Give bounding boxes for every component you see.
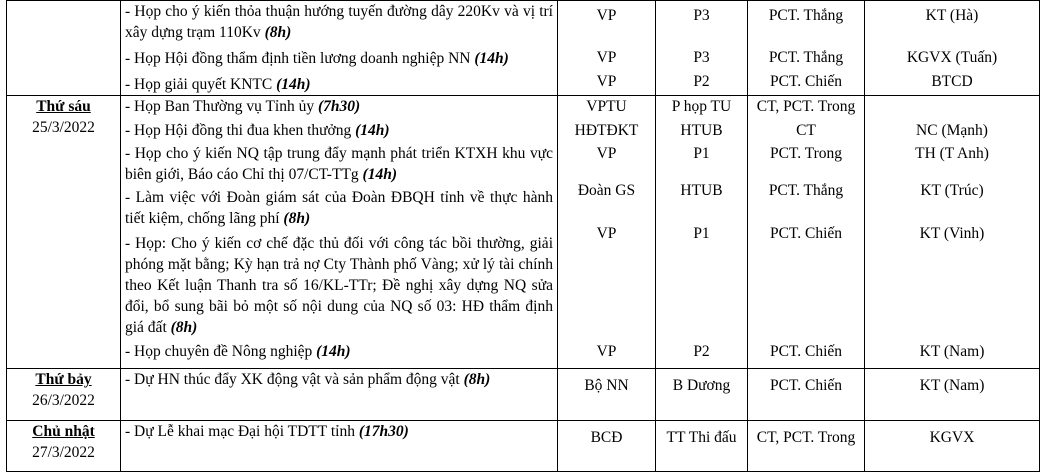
meeting-item xyxy=(125,369,553,390)
dept-value: KGVX (Tuấn) xyxy=(906,49,998,66)
meeting-time: (14h) xyxy=(355,122,390,139)
meeting-item xyxy=(125,233,553,341)
chair-cell xyxy=(748,1,865,96)
place-value: P3 xyxy=(693,7,710,24)
content-cell xyxy=(121,421,558,472)
meeting-time: (8h) xyxy=(463,371,491,388)
dept-value: BTCD xyxy=(931,73,973,90)
unit-value: VP xyxy=(596,343,617,360)
chair-value: PCT. Chiến xyxy=(769,73,843,90)
meeting-item xyxy=(125,1,553,43)
meeting-text: - Họp Hội đồng thẩm định tiền lương doanh nghiệp NN xyxy=(125,50,475,67)
chair-cell xyxy=(748,369,865,421)
meeting-text: - Họp cho ý kiến NQ tập trung đẩy mạnh phát triển KTXH khu vực biên giới, Báo cáo Chỉ thị 07/CT-TTg xyxy=(125,145,553,183)
chair-value: PCT. Chiến xyxy=(769,377,843,394)
place-cell xyxy=(656,96,748,369)
meeting-text: - Họp: Cho ý kiến cơ chế đặc thủ đối với công tác bồi thường, giải phóng mặt bằng; Kỳ hạn trả nợ Cty Thành phố Vàng; xử lý tài chính theo Kết luận Thanh tra số 16/KL-TTr; Đề nghị xây dựng NQ sửa đổi, bổ sung bãi bỏ một số nội dung của NQ số 03: HĐ thẩm định giá đất xyxy=(125,235,553,336)
content-cell xyxy=(121,96,558,369)
day-date: 27/3/2022 xyxy=(32,444,95,461)
place-value: B Dương xyxy=(672,377,731,394)
unit-cell xyxy=(558,96,656,369)
dept-cell xyxy=(865,369,1040,421)
dept-cell xyxy=(865,421,1040,472)
place-value: P3 xyxy=(693,49,710,66)
meeting-time: (8h) xyxy=(283,210,311,227)
meeting-time: (7h30) xyxy=(317,98,361,115)
content-cell xyxy=(121,1,558,96)
meeting-item xyxy=(125,43,553,74)
dept-value: KT (Vinh) xyxy=(919,225,985,242)
day-name: Thứ bảy xyxy=(35,371,92,388)
dept-value: KT (Trúc) xyxy=(920,182,984,199)
chair-value: CT xyxy=(796,122,816,139)
unit-value: BCĐ xyxy=(590,429,623,446)
unit-cell xyxy=(558,1,656,96)
place-value: TT Thi đấu xyxy=(666,429,737,446)
meeting-time: (14h) xyxy=(276,76,311,93)
unit-value: Bộ NN xyxy=(584,377,629,394)
meeting-text: - Họp giải quyết KNTC xyxy=(125,76,277,93)
day-date: 26/3/2022 xyxy=(32,392,95,409)
content-cell xyxy=(121,369,558,421)
place-cell xyxy=(656,1,748,96)
schedule-row xyxy=(7,1,1040,96)
place-value: P họp TU xyxy=(671,98,732,115)
unit-value: VP xyxy=(596,225,617,242)
schedule-row xyxy=(7,369,1040,421)
place-value: HTUB xyxy=(680,122,723,139)
meeting-item xyxy=(125,341,553,362)
day-date: 25/3/2022 xyxy=(32,119,95,136)
chair-cell xyxy=(748,421,865,472)
unit-value: Đoàn GS xyxy=(577,182,636,199)
place-value: P1 xyxy=(693,145,710,162)
meeting-time: (14h) xyxy=(474,50,509,67)
schedule-row xyxy=(7,96,1040,369)
unit-value: HĐTĐKT xyxy=(574,122,639,139)
unit-value: VP xyxy=(596,7,617,24)
chair-cell xyxy=(748,96,865,369)
meeting-text: - Họp cho ý kiến thỏa thuận hướng tuyến đường dây 220Kv và vị trí xây dựng trạm 110Kv xyxy=(125,3,553,41)
day-cell xyxy=(7,369,121,421)
chair-value: PCT. Chiến xyxy=(769,225,843,242)
day-name: Chủ nhật xyxy=(32,423,95,440)
unit-cell xyxy=(558,421,656,472)
unit-value: VPTU xyxy=(586,98,627,115)
day-cell xyxy=(7,1,121,96)
meeting-time: (17h30) xyxy=(358,423,409,440)
place-value: P2 xyxy=(693,343,710,360)
meeting-text: - Họp chuyên đề Nông nghiệp xyxy=(125,343,317,360)
chair-value: PCT. Thắng xyxy=(768,7,844,24)
dept-value: KGVX xyxy=(929,429,975,446)
place-cell xyxy=(656,421,748,472)
meeting-item xyxy=(125,74,553,95)
meeting-text: - Họp Hội đồng thi đua khen thưởng xyxy=(125,122,356,139)
meeting-item xyxy=(125,143,553,187)
chair-value: CT, PCT. Trong xyxy=(756,429,856,446)
place-value: HTUB xyxy=(680,182,723,199)
chair-value: PCT. Chiến xyxy=(769,343,843,360)
schedule-row xyxy=(7,421,1040,472)
meeting-item xyxy=(125,96,553,120)
dept-cell xyxy=(865,1,1040,96)
meeting-item xyxy=(125,120,553,143)
chair-value: CT, PCT. Trong xyxy=(756,98,856,115)
meeting-time: (14h) xyxy=(316,343,351,360)
place-cell xyxy=(656,369,748,421)
dept-value xyxy=(869,96,1035,120)
dept-value: NC (Mạnh) xyxy=(916,122,988,139)
place-value: P1 xyxy=(693,225,710,242)
day-cell xyxy=(7,96,121,369)
meeting-time: (8h) xyxy=(264,24,292,41)
unit-value: VP xyxy=(596,145,617,162)
day-name: Thứ sáu xyxy=(36,98,91,115)
meeting-text: - Làm việc với Đoàn giám sát của Đoàn ĐBQH tỉnh về thực hành tiết kiệm, chống lãng phí xyxy=(125,189,553,227)
dept-value: KT (Hà) xyxy=(925,7,979,24)
chair-value: PCT. Trong xyxy=(769,145,843,162)
meeting-text: - Dự Lễ khai mạc Đại hội TDTT tỉnh xyxy=(125,423,359,440)
schedule-table xyxy=(6,0,1040,472)
day-cell xyxy=(7,421,121,472)
meeting-time: (8h) xyxy=(170,319,198,336)
meeting-item xyxy=(125,421,553,442)
place-value: P2 xyxy=(693,73,710,90)
meeting-text: - Họp Ban Thường vụ Tỉnh ủy xyxy=(125,98,318,115)
dept-cell xyxy=(865,96,1040,369)
dept-value: KT (Nam) xyxy=(919,377,985,394)
meeting-item xyxy=(125,187,553,233)
meeting-time: (14h) xyxy=(362,166,397,183)
meeting-text: - Dự HN thúc đẩy XK động vật và sản phẩm động vật xyxy=(125,371,464,388)
dept-value: KT (Nam) xyxy=(919,343,985,360)
chair-value: PCT. Thắng xyxy=(768,182,844,199)
unit-value: VP xyxy=(596,49,617,66)
chair-value: PCT. Thắng xyxy=(768,49,844,66)
unit-value: VP xyxy=(596,73,617,90)
dept-value: TH (T Anh) xyxy=(915,145,989,162)
unit-cell xyxy=(558,369,656,421)
